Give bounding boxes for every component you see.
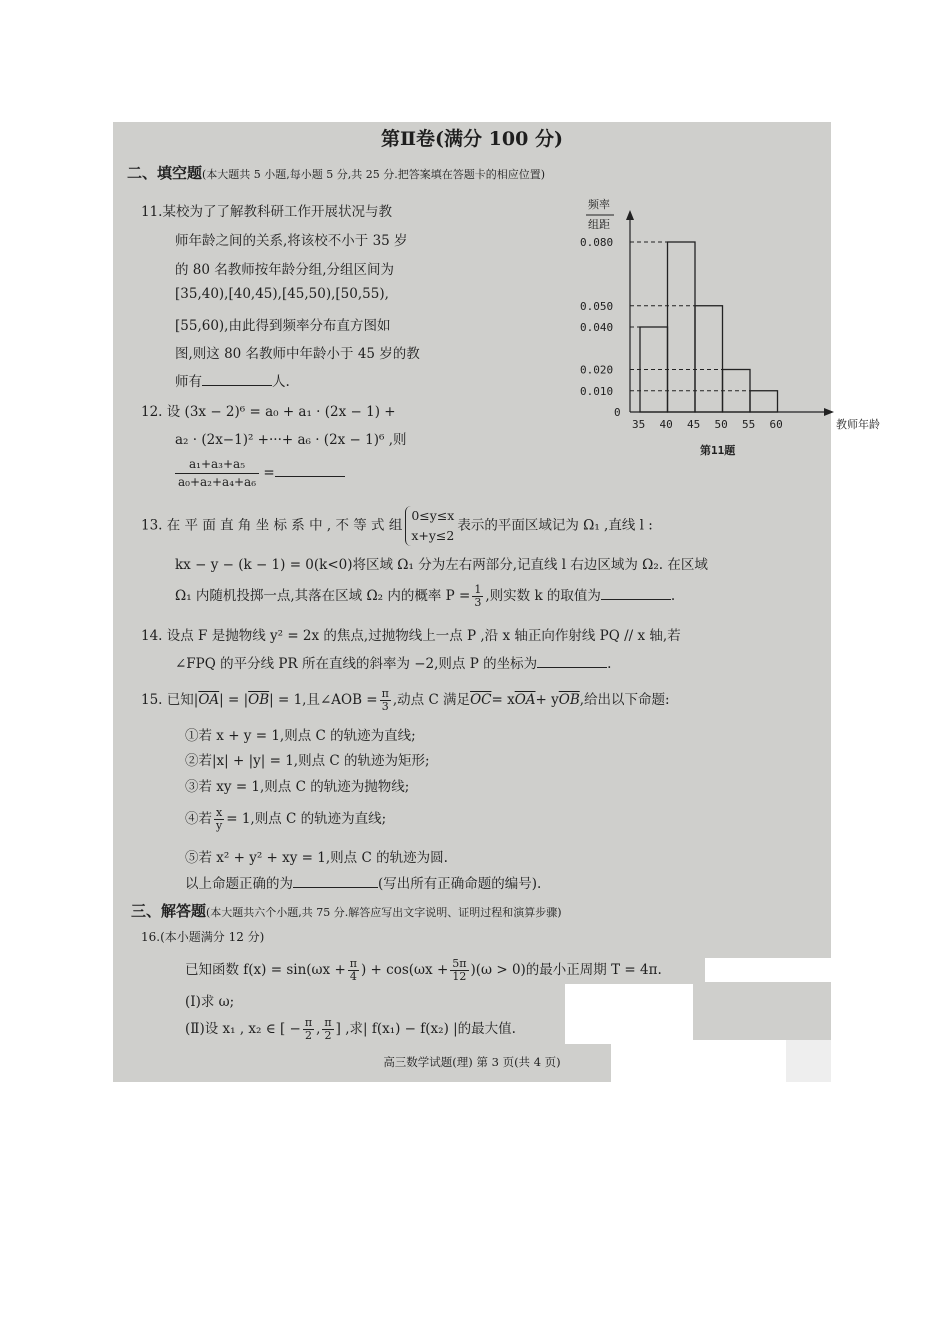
q16-text: (Ⅱ)设 x₁ , x₂ ∈ [ −	[185, 1021, 301, 1037]
q11-answer-line	[175, 370, 290, 390]
page-footer: 高三数学试题(理) 第 3 页(共 4 页)	[383, 1055, 561, 1069]
q16-frac2-num: 5π	[452, 957, 467, 970]
q15-answer-blank[interactable]	[293, 875, 378, 888]
x-tick-label: 55	[742, 418, 756, 431]
q16-text: 已知函数 f(x) = sin(ωx +	[185, 962, 346, 978]
q12-frac-num: a₁+a₃+a₅	[175, 456, 259, 474]
q11-line: 师有	[175, 374, 202, 390]
q12-fraction	[175, 456, 259, 491]
q16-range-frac1	[303, 1017, 314, 1042]
q13-ineq2: x+y≤2	[411, 528, 455, 543]
q15-text: ④若	[185, 811, 212, 827]
q15-item4-fraction	[214, 807, 224, 832]
q16-frac2-den: 12	[452, 970, 467, 983]
section-3-heading: 三、解答题	[131, 902, 207, 920]
redaction-patch	[565, 984, 693, 1044]
q12-frac-den: a₀+a₂+a₄+a₆	[178, 475, 257, 489]
q12-line2: a₂ · (2x−1)² +···+ a₆ · (2x − 1)⁶ ,则	[175, 432, 407, 448]
q11-line: 人.	[272, 374, 290, 390]
x-tick-label: 50	[714, 418, 728, 431]
q16-text: ) + cos(ωx +	[361, 962, 449, 978]
x-axis-arrow	[824, 408, 834, 416]
q15-angle-num: π	[381, 687, 389, 700]
q15-text: ,动点 C 满足	[392, 692, 471, 708]
y-axis-arrow	[626, 210, 634, 220]
q12-expression	[175, 456, 345, 491]
q15-text: | = |	[219, 692, 249, 708]
q11-answer-blank[interactable]	[202, 373, 272, 386]
q11-line: 师年龄之间的关系,将该校不小于 35 岁	[175, 233, 408, 249]
section-2-heading: 二、填空题	[127, 164, 203, 182]
q11-line: 11.某校为了了解教科研工作开展状况与教	[141, 204, 392, 220]
q16-range-den: 2	[304, 1029, 312, 1042]
q16-frac1	[348, 958, 359, 983]
q14-answer-blank[interactable]	[537, 655, 607, 668]
y-tick-label: 0.040	[580, 321, 614, 334]
q16-frac1-den: 4	[349, 970, 357, 983]
origin-label: 0	[614, 406, 621, 419]
q16-range-num: π	[304, 1016, 313, 1029]
q15-item: ①若 x + y = 1,则点 C 的轨迹为直线;	[185, 728, 416, 744]
section-3-header	[131, 900, 562, 921]
q16-range-den: 2	[324, 1029, 332, 1042]
y-axis-label-top: 频率	[588, 198, 610, 211]
frequency-histogram	[465, 194, 880, 457]
vector-oa: $\overline{OA}$	[514, 692, 536, 708]
q16-frac2	[450, 958, 468, 983]
q15-item4-den: y	[216, 819, 223, 832]
q16-line1	[185, 958, 662, 983]
q15-angle-fraction	[380, 688, 391, 713]
q16-range-num: π	[324, 1016, 332, 1029]
q14-line1: 14. 设点 F 是抛物线 y² = 2x 的焦点,过抛物线上一点 P ,沿 x 轴正向作射线 PQ // x 轴,若	[141, 628, 681, 644]
q15-text: 15. 已知|	[141, 692, 199, 708]
q16-text: ] ,求| f(x₁) − f(x₂) |的最大值.	[335, 1021, 516, 1037]
q16-part1: (Ⅰ)求 ω;	[185, 994, 235, 1010]
q16-frac1-num: π	[349, 957, 357, 970]
q13-text: 13. 在 平 面 直 角 坐 标 系 中 , 不 等 式 组	[141, 517, 403, 534]
y-tick-label: 0.010	[580, 384, 614, 398]
section-3-note: (本大题共六个小题,共 75 分.解答应写出文字说明、证明过程和演算步骤)	[206, 906, 562, 919]
q13-text: ,则实数 k 的取值为	[485, 588, 601, 604]
q11-line: 的 80 名教师按年龄分组,分组区间为	[175, 262, 395, 278]
y-tick-label: 0.080	[580, 236, 614, 249]
x-tick-label: 40	[659, 418, 673, 431]
histogram-bar	[668, 242, 696, 412]
q13-ineq1: 0≤y≤x	[411, 508, 455, 523]
q14-line2: ∠FPQ 的平分线 PR 所在直线的斜率为 −2,则点 P 的坐标为 .	[175, 656, 612, 672]
q13-prob-num: 1	[474, 583, 482, 596]
x-tick-label: 60	[769, 418, 783, 431]
q15-item4-num: x	[216, 806, 223, 819]
q13-text: Ω₁ 内随机投掷一点,其落在区域 Ω₂ 内的概率 P =	[175, 588, 471, 604]
q15-item-4	[185, 807, 386, 832]
q15-text: = 1,则点 C 的轨迹为直线;	[226, 811, 387, 827]
q13-inequality-system	[405, 506, 454, 546]
histogram-bar	[750, 391, 778, 412]
vector-oa: $\overline{OA}$	[198, 692, 220, 708]
q13-text: 表示的平面区域记为 Ω₁ ,直线 l :	[457, 517, 653, 534]
q16-text: ,	[316, 1021, 321, 1037]
x-axis-label: 教师年龄	[836, 418, 880, 431]
vector-ob: $\overline{OB}$	[248, 692, 270, 708]
q14-text: ∠FPQ 的平分线 PR 所在直线的斜率为 −2,则点 P 的坐标为	[175, 656, 538, 672]
q13-line3: Ω₁ 内随机投掷一点,其落在区域 Ω₂ 内的概率 P = $\frac{1}{3}$ ,则实数 k 的取值为 .	[175, 583, 676, 609]
q15-text: + y	[535, 692, 559, 708]
section-2-header	[127, 162, 545, 183]
q16-range-frac2	[322, 1017, 333, 1042]
q11-line: [35,40),[40,45),[45,50),[50,55),	[175, 286, 389, 302]
q15-item: ⑤若 x² + y² + xy = 1,则点 C 的轨迹为圆.	[185, 850, 448, 866]
q11-line: [55,60),由此得到频率分布直方图如	[175, 318, 391, 334]
q13-line2: kx − y − (k − 1) = 0(k<0)将区域 Ω₁ 分为左右两部分,记直线 l 右边区域为 Ω₂. 在区域	[175, 557, 708, 573]
q15-text: (写出所有正确命题的编号).	[378, 876, 542, 892]
y-tick-label: 0.020	[580, 363, 614, 377]
exam-page	[113, 122, 880, 1082]
x-tick-label: 45	[687, 418, 701, 431]
x-tick-label: 35	[632, 418, 646, 431]
redaction-patch	[705, 958, 831, 982]
q16-header: 16.(本小题满分 12 分)	[141, 930, 265, 944]
page-title: 第Ⅱ卷(满分 100 分)	[381, 128, 563, 150]
q15-angle-den: 3	[381, 700, 389, 713]
q11-line: 图,则这 80 名教师中年龄小于 45 岁的教	[175, 346, 420, 362]
histogram-bar	[695, 306, 723, 412]
q13-line1	[141, 506, 653, 546]
q15-line1	[141, 688, 670, 713]
q13-prob-fraction	[472, 584, 483, 609]
q15-conclusion	[185, 872, 541, 892]
q15-text: | = 1,且∠AOB =	[269, 692, 378, 708]
q15-text: 以上命题正确的为	[185, 876, 293, 892]
q12-answer-blank[interactable]	[275, 464, 345, 477]
q13-prob-den: 3	[474, 596, 482, 609]
q15-item: ③若 xy = 1,则点 C 的轨迹为抛物线;	[185, 779, 410, 795]
q16-part2	[185, 1017, 516, 1042]
q16-text: )(ω > 0)的最小正周期 T = 4π.	[470, 962, 662, 978]
q15-text: = x	[491, 692, 515, 708]
q15-item: ②若|x| + |y| = 1,则点 C 的轨迹为矩形;	[185, 753, 430, 769]
q15-text: ,给出以下命题:	[579, 692, 670, 708]
vector-ob: $\overline{OB}$	[558, 692, 580, 708]
q12-equals: =	[263, 465, 275, 481]
y-tick-label: 0.050	[580, 299, 614, 313]
q13-answer-blank[interactable]	[601, 587, 671, 600]
vector-oc: $\overline{OC}$	[470, 692, 492, 708]
figure-caption: 第11题	[700, 444, 736, 457]
y-axis-label-bottom: 组距	[588, 218, 610, 231]
section-2-note: (本大题共 5 小题,每小题 5 分,共 25 分.把答案填在答题卡的相应位置)	[202, 168, 546, 181]
q12-line1: 12. 设 (3x − 2)⁶ = a₀ + a₁ · (2x − 1) +	[141, 404, 396, 420]
